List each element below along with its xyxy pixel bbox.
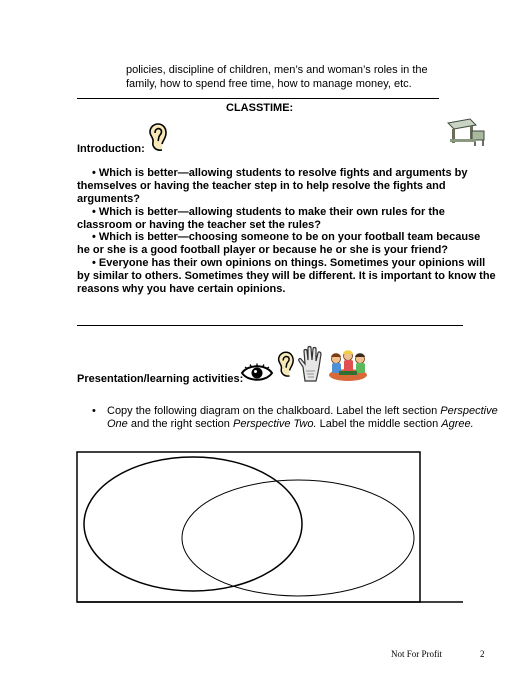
instruction-line-1 — [107, 405, 498, 418]
eye-icon — [240, 362, 274, 384]
instruction-emphasis: Perspective — [440, 405, 498, 417]
page-number: 2 — [480, 649, 485, 659]
bullet-3-line-1: • Which is better—choosing someone to be on your football team because — [92, 231, 481, 243]
bullet-1-line-1: • Which is better—allowing students to resolve fights and arguments by — [92, 167, 468, 179]
bullet-4-line-1: • Everyone has their own opinions on things. Sometimes your opinions will — [92, 257, 486, 269]
bullet-4-line-3: reasons why you have certain opinions. — [77, 283, 286, 295]
ear-icon — [146, 123, 168, 153]
left-circle — [84, 457, 302, 591]
divider-rule — [77, 98, 439, 99]
intro-line-2: family, how to spend free time, how to manage money, etc. — [126, 78, 412, 90]
instruction-bullet: • — [92, 405, 96, 417]
instruction-emphasis: Perspective Two. — [232, 418, 317, 430]
bullet-4-line-2: by similar to others. Sometimes they will be different. It is important to know the — [77, 270, 496, 282]
instruction-text: Label the middle section — [316, 418, 442, 430]
bullet-3-line-2: he or she is a good football player or because he or she is your friend? — [77, 244, 449, 256]
diagram-frame — [77, 452, 420, 602]
introduction-label: Introduction: — [77, 143, 145, 155]
group-of-children-icon — [327, 349, 369, 383]
divider-rule — [77, 325, 463, 326]
bullet-1-line-2: themselves or having the teacher step in to help resolve the fights and — [77, 180, 446, 192]
intro-line-1: policies, discipline of children, men’s and woman’s roles in the — [126, 64, 428, 76]
classtime-heading: CLASSTIME: — [226, 102, 294, 114]
instruction-emphasis: One — [107, 418, 128, 430]
footer-text: Not For Profit — [391, 649, 443, 659]
instruction-line-2 — [107, 418, 474, 431]
bullet-1-line-3: arguments? — [77, 193, 140, 205]
venn-diagram — [76, 451, 464, 603]
bullet-2-line-2: classroom or having the teacher set the rules? — [77, 219, 321, 231]
instruction-text: and the right section — [127, 418, 233, 430]
presentation-label: Presentation/learning activities: — [77, 373, 244, 385]
right-circle — [182, 480, 414, 596]
instruction-text: Copy the following diagram on the chalkboard. Label the left section — [107, 405, 441, 417]
school-desk-icon — [444, 117, 488, 147]
hand-icon — [297, 345, 325, 383]
ear-icon — [275, 350, 295, 380]
instruction-emphasis: Agree. — [441, 418, 474, 430]
bullet-2-line-1: • Which is better—allowing students to make their own rules for the — [92, 206, 445, 218]
